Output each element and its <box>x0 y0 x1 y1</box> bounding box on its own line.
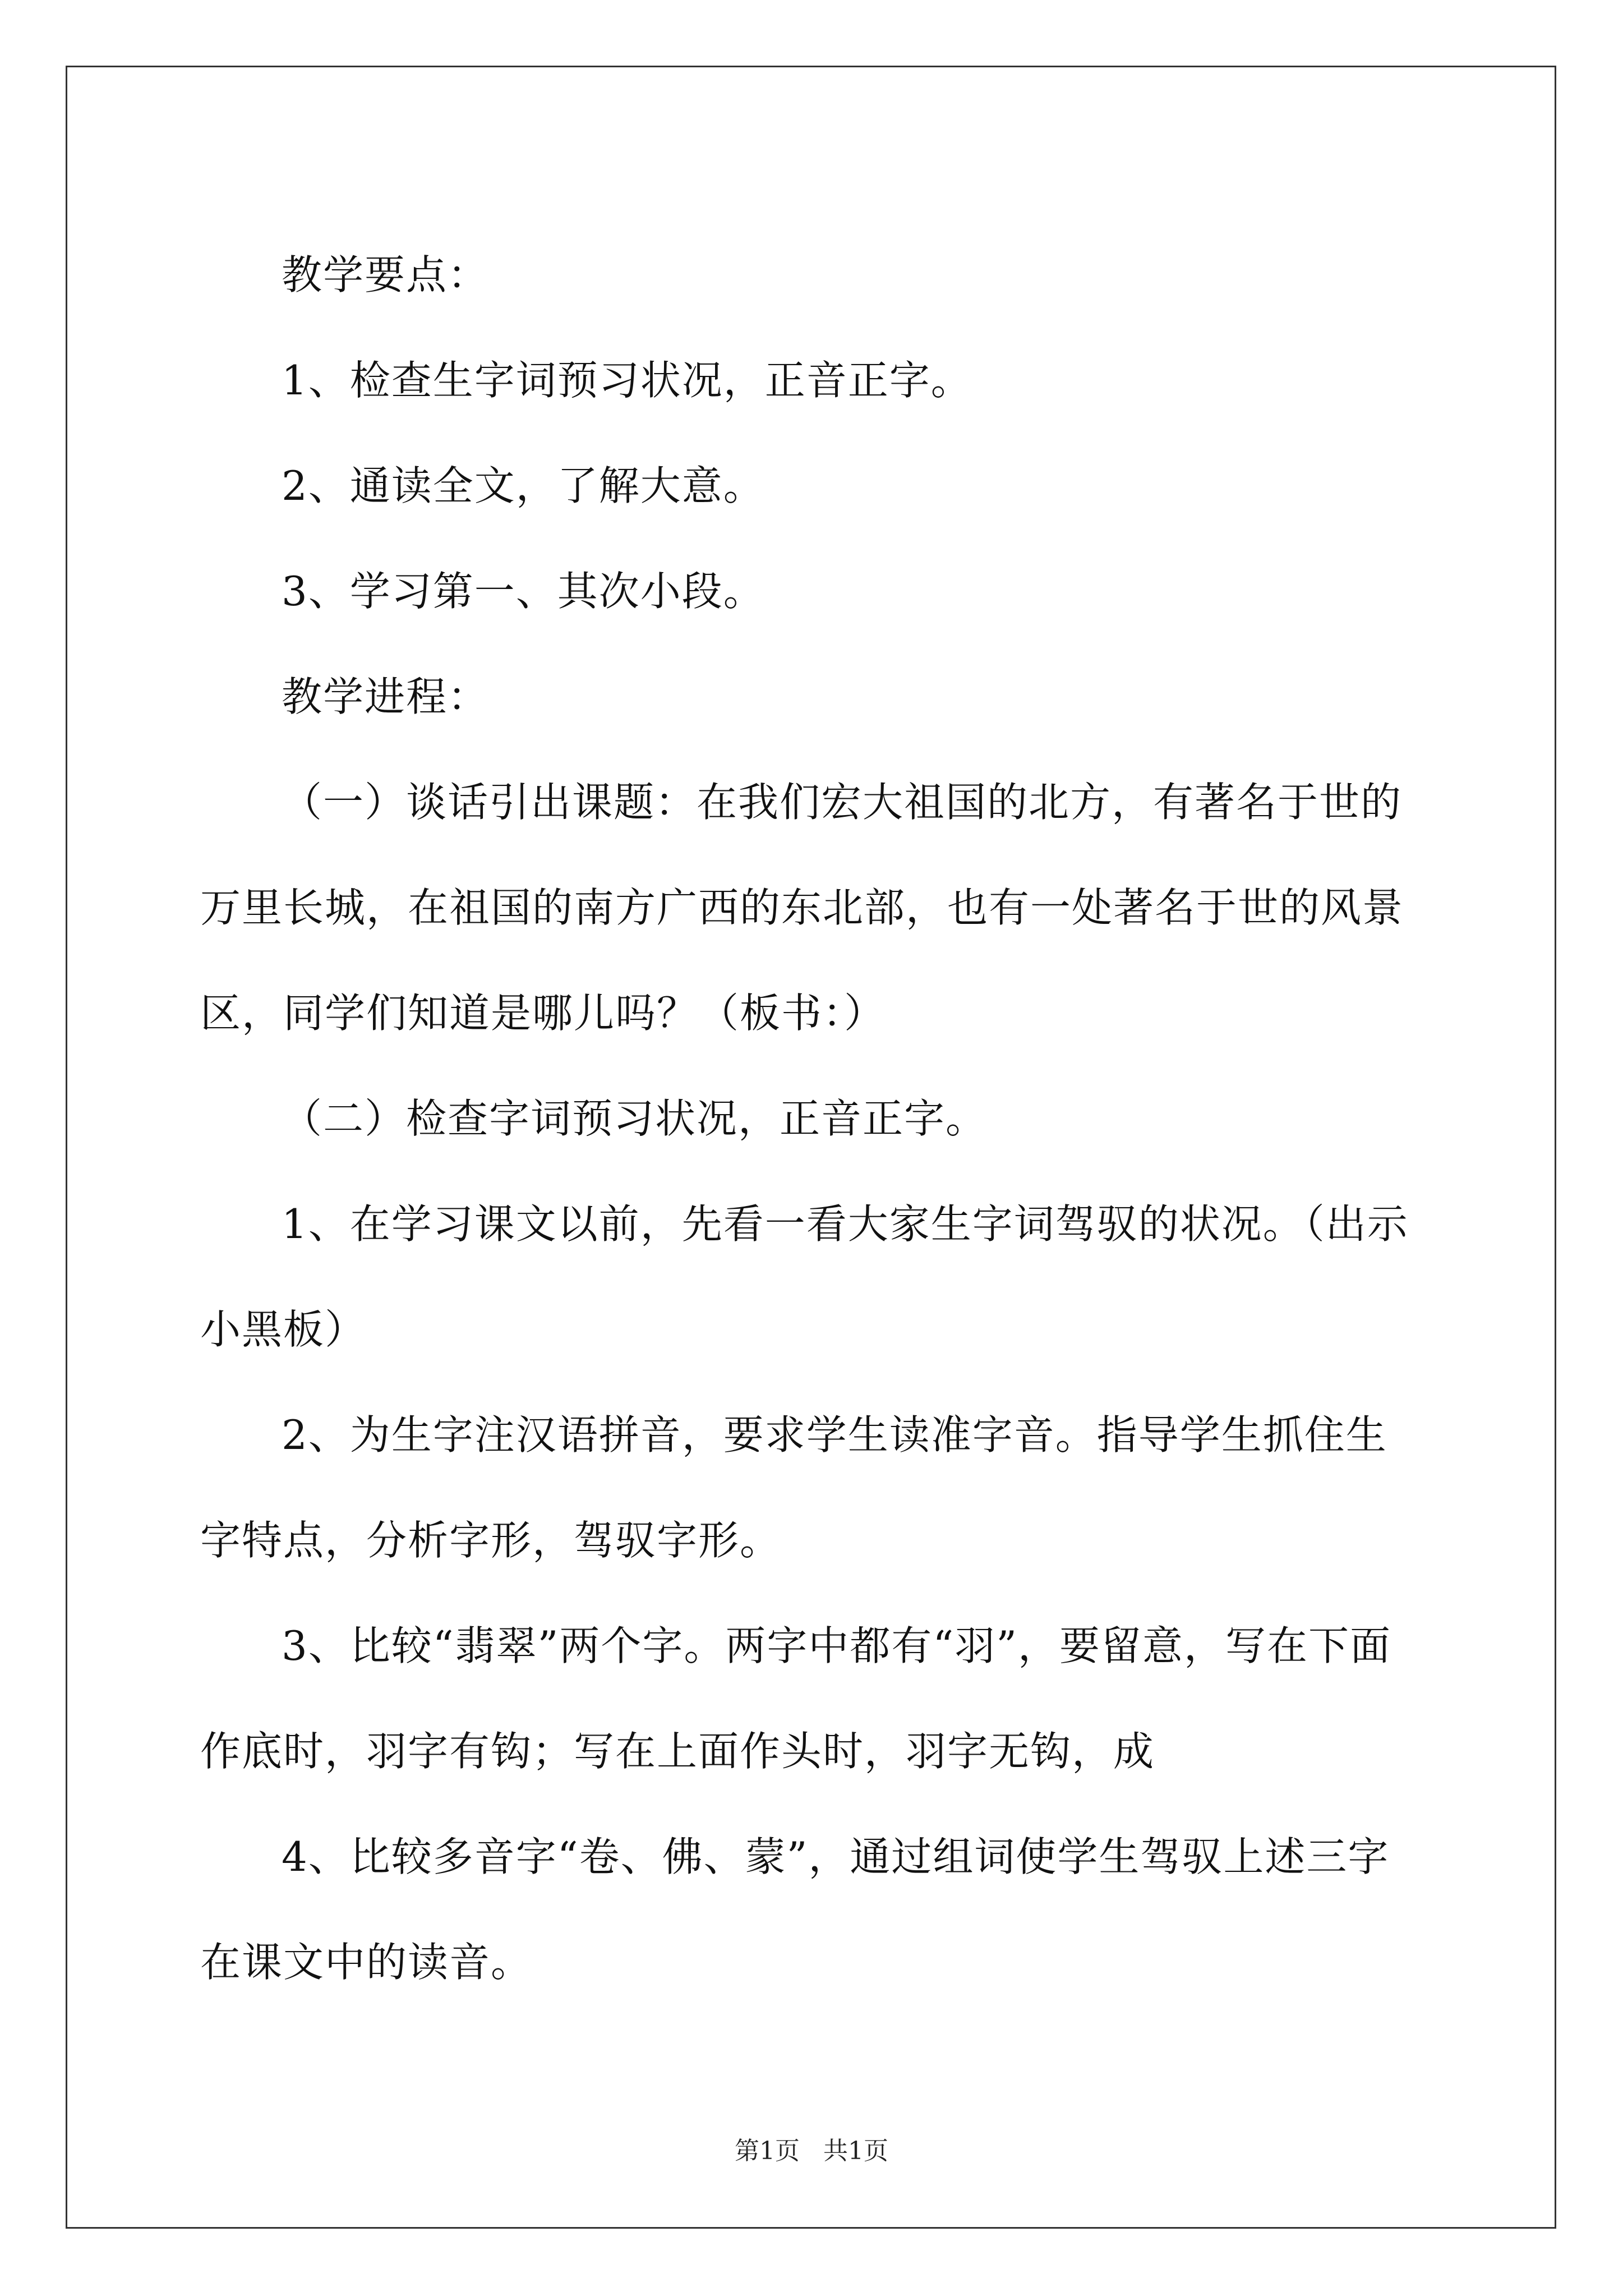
page-total: 共1页 <box>823 2137 888 2165</box>
section-check-words-heading: （二）检查字词预习状况，正音正字。 <box>282 1095 988 1142</box>
heading-teaching-process: 教学进程： <box>282 673 490 720</box>
list-item: 2、通读全文，了解大意。 <box>282 462 765 509</box>
list-item: 4、比较多音字“卷、佛、蒙”，通过组词使学生驾驭上述三字在课文中的读音。 <box>200 1833 1390 1986</box>
section-intro-paragraph: （一）谈话引出课题：在我们宏大祖国的北方，有著名于世的万里长城，在祖国的南方广西的东北部，也有一处著名于世的风景区，同学们知道是哪儿吗？（板书：） <box>200 779 1404 1037</box>
heading-teaching-points: 教学要点： <box>282 251 490 298</box>
list-item: 3、学习第一、其次小段。 <box>282 568 765 615</box>
page-footer <box>0 2131 1623 2166</box>
page-number: 第1页 <box>735 2137 800 2165</box>
list-item: 1、检查生字词预习状况，正音正字。 <box>282 357 972 404</box>
list-item: 1、在学习课文以前，先看一看大家生字词驾驭的状况。（出示小黑板） <box>200 1200 1409 1353</box>
document-body <box>200 222 1428 2015</box>
list-item: 2、为生字注汉语拼音，要求学生读准字音。指导学生抓住生字特点，分析字形，驾驭字形。 <box>200 1411 1387 1564</box>
list-item: 3、比较“翡翠”两个字。两字中都有“羽”，要留意，写在下面作底时，羽字有钩；写在上面作头时，羽字无钩，成 <box>200 1622 1392 1775</box>
